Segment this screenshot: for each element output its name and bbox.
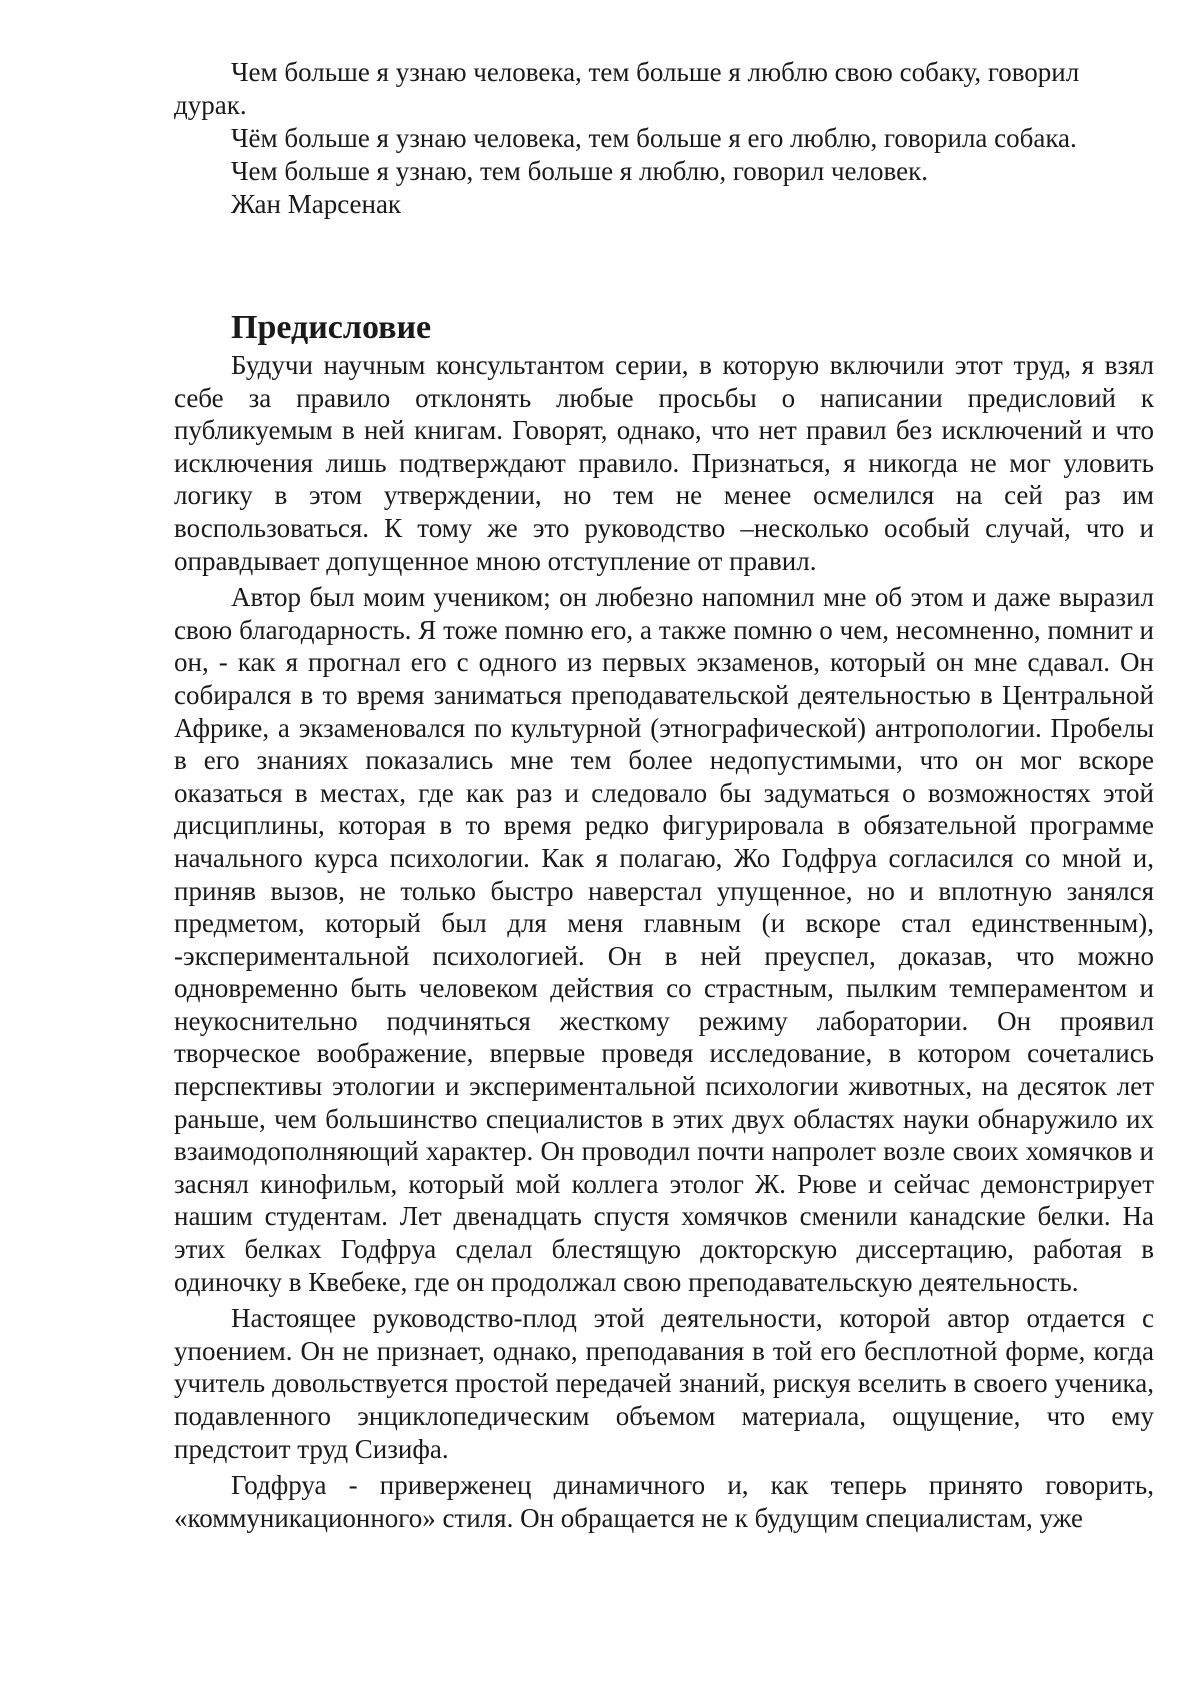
epigraph-line: Чем больше я узнаю, тем больше я люблю, говорил человек. <box>174 155 1154 188</box>
paragraph: Настоящее руководство-плод этой деятельности, которой автор отдается с упоением. Он не признает, однако, преподавания в той его бесплотной форме, когда учитель довольствуется простой передачей знаний, рискуя вселить в своего ученика, подавленного энциклопедическим объемом материала, ощущение, что ему предстоит труд Сизифа. <box>174 1302 1154 1465</box>
epigraph-line: Чём больше я узнаю человека, тем больше я его люблю, говорила собака. <box>174 122 1154 155</box>
epigraph-line: Чем больше я узнаю человека, тем больше я люблю свою собаку, говорил дурак. <box>174 56 1154 122</box>
section-heading: Предисловие <box>174 307 1154 349</box>
epigraph <box>174 56 1154 221</box>
paragraph: Будучи научным консультантом серии, в которую включили этот труд, я взял себе за правило отклонять любые просьбы о написании предисловий к публикуемым в ней книгам. Говорят, однако, что нет правил без исключений и что исключения лишь подтверждают правило. Признаться, я никогда не мог уловить логику в этом утверждении, но тем не менее осмелился на сей раз им воспользоваться. К тому же это руководство –несколько особый случай, что и оправдывает допущенное мною отступление от правил. <box>174 349 1154 577</box>
body-text <box>174 349 1154 1534</box>
document-page <box>174 56 1154 1534</box>
paragraph: Годфруа - приверженец динамичного и, как теперь принято говорить, «коммуникационного» стиля. Он обращается не к будущим специалистам, уже <box>174 1469 1154 1534</box>
paragraph: Автор был моим учеником; он любезно напомнил мне об этом и даже выразил свою благодарность. Я тоже помню его, а также помню о чем, несомненно, помнит и он, - как я прогнал его с одного из первых экзаменов, который он мне сдавал. Он собирался в то время заниматься преподавательской деятельностью в Центральной Африке, а экзаменовался по культурной (этнографической) антропологии. Пробелы в его знаниях показались мне тем более недопустимыми, что он мог вскоре оказаться в местах, где как раз и следовало бы задуматься о возможностях этой дисциплины, которая в то время редко фигурировала в обязательной программе начального курса психологии. Как я полагаю, Жо Годфруа согласился со мной и, приняв вызов, не только быстро наверстал упущенное, но и вплотную занялся предметом, который был для меня главным (и вскоре стал единственным), -экспериментальной психологией. Он в ней преуспел, доказав, что можно одновременно быть человеком действия со страстным, пылким темпераментом и неукоснительно подчиняться жесткому режиму лаборатории. Он проявил творческое воображение, впервые проведя исследование, в котором сочетались перспективы этологии и экспериментальной психологии животных, на десяток лет раньше, чем большинство специалистов в этих двух областях науки обнаружило их взаимодополняющий характер. Он проводил почти напролет возле своих хомячков и заснял кинофильм, который мой коллега этолог Ж. Рюве и сейчас демонстрирует нашим студентам. Лет двенадцать спустя хомячков сменили канадские белки. На этих белках Годфруа сделал блестящую докторскую диссертацию, работая в одиночку в Квебеке, где он продолжал свою преподавательскую деятельность. <box>174 581 1154 1298</box>
epigraph-author: Жан Марсенак <box>174 188 1154 221</box>
